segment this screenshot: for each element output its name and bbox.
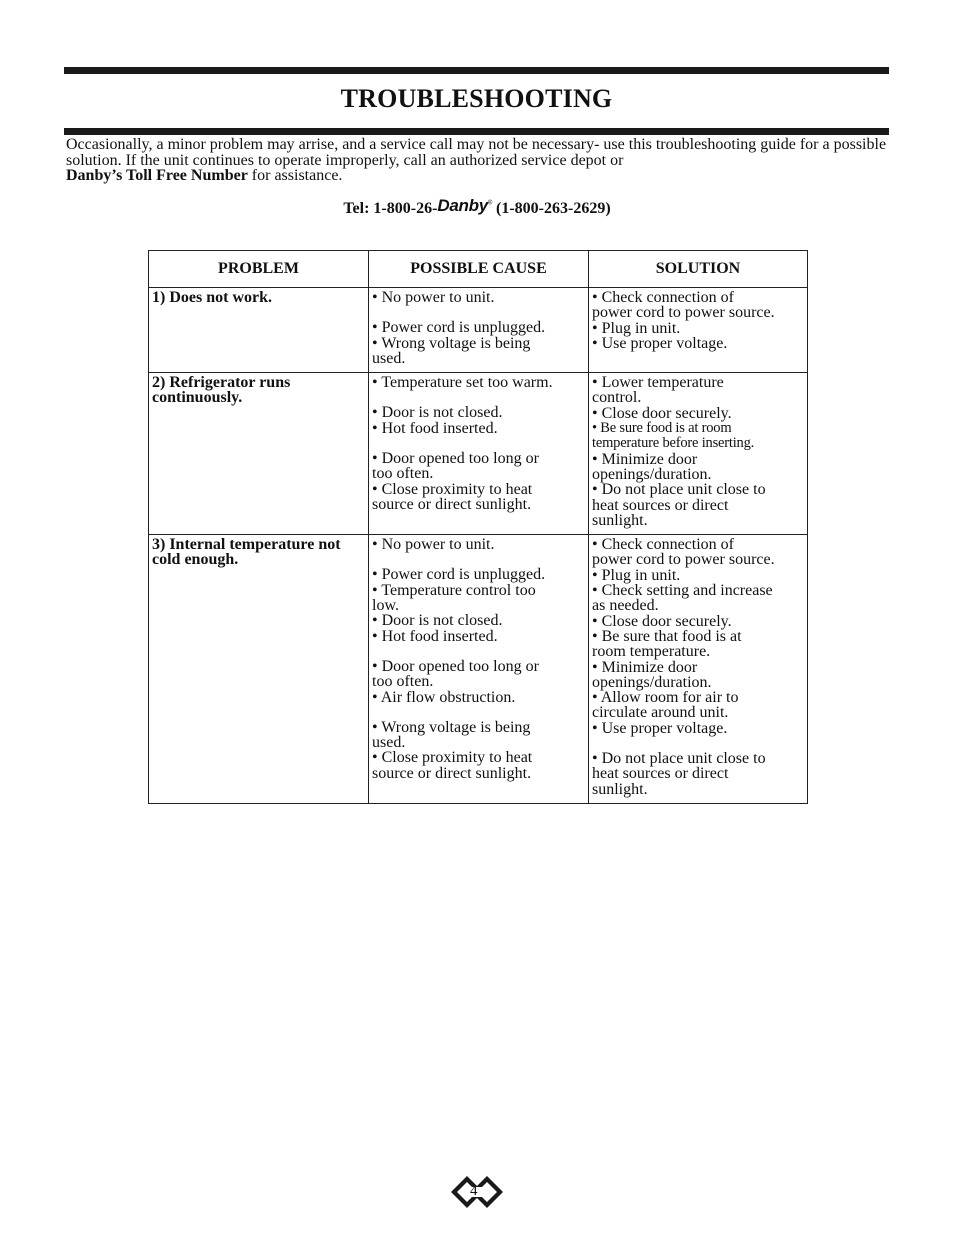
toll-free-label: Danby’s Toll Free Number xyxy=(66,167,248,184)
solution-cell xyxy=(589,535,808,804)
intro-text: Occasionally, a minor problem may arrise, and a service call may not be necessary- use this troubleshooting guide for a possible solution. If the unit continues to operate improperly, call an authorized service depot or xyxy=(66,136,887,169)
problem-cell: 1) Does not work. xyxy=(149,288,369,373)
cause-line: • Wrong voltage is being xyxy=(372,718,531,736)
solution-cell xyxy=(589,288,808,373)
problem-cell: 2) Refrigerator runs continuously. xyxy=(149,373,369,535)
tel-number-digits: (1-800-263-2629) xyxy=(492,200,611,217)
intro-tail: for assistance. xyxy=(247,167,343,184)
solution-line: • Check connection of xyxy=(592,289,734,306)
cause-line: • Temperature control too xyxy=(372,581,536,599)
solution-line: • Check setting and increase xyxy=(592,582,773,600)
solution-line: temperature before inserting. xyxy=(592,435,755,452)
page-number: 4 xyxy=(470,1183,478,1199)
cause-line: • Door opened too long or xyxy=(372,657,539,675)
spacer xyxy=(372,552,585,567)
danby-logo xyxy=(437,196,492,216)
solution-line: • Close door securely. xyxy=(592,404,732,422)
cause-line: • No power to unit. xyxy=(372,536,495,554)
solution-line: openings/duration. xyxy=(592,673,712,691)
cause-line: low. xyxy=(372,597,399,615)
registered-mark: ® xyxy=(487,200,492,207)
solution-line: • Be sure food is at room xyxy=(592,420,732,437)
cause-line: • Air flow obstruction. xyxy=(372,688,516,706)
solution-line: sunlight. xyxy=(592,511,648,529)
cause-line: • No power to unit. xyxy=(372,289,495,306)
top-rule xyxy=(64,67,889,74)
solution-line: heat sources or direct xyxy=(592,765,729,783)
cause-line: too often. xyxy=(372,465,434,483)
tel-prefix: Tel: 1-800-26- xyxy=(343,200,438,217)
solution-line: • Be sure that food is at xyxy=(592,627,742,645)
cause-line: used. xyxy=(372,349,406,367)
spacer xyxy=(372,436,585,451)
solution-line: sunlight. xyxy=(592,780,648,798)
solution-line: control. xyxy=(592,389,642,407)
table-header-row xyxy=(149,251,808,288)
solution-line: • Plug in unit. xyxy=(592,319,681,337)
cause-line: source or direct sunlight. xyxy=(372,495,532,513)
solution-line: circulate around unit. xyxy=(592,704,729,722)
cause-cell xyxy=(369,373,589,535)
spacer xyxy=(372,705,585,720)
spacer xyxy=(592,736,804,751)
table-row xyxy=(149,373,808,535)
cause-line: • Hot food inserted. xyxy=(372,627,498,645)
danby-logo-text: Danby xyxy=(437,196,488,215)
cause-line: • Close proximity to heat xyxy=(372,480,533,498)
cause-line: • Hot food inserted. xyxy=(372,419,498,437)
spacer xyxy=(372,644,585,659)
solution-line: • Check connection of xyxy=(592,536,734,554)
header-possible-cause: POSSIBLE CAUSE xyxy=(369,251,589,288)
solution-line: • Allow room for air to xyxy=(592,689,739,707)
solution-line: openings/duration. xyxy=(592,465,712,483)
solution-line: • Do not place unit close to xyxy=(592,750,766,768)
cause-line: used. xyxy=(372,734,406,752)
header-solution: SOLUTION xyxy=(589,251,808,288)
page-title: TROUBLESHOOTING xyxy=(340,84,613,113)
spacer xyxy=(372,305,585,320)
solution-cell xyxy=(589,373,808,535)
cause-line: • Wrong voltage is being xyxy=(372,334,531,352)
cause-line: too often. xyxy=(372,673,434,691)
solution-line: as needed. xyxy=(592,597,659,615)
solution-line: power cord to power source. xyxy=(592,551,775,569)
solution-line: power cord to power source. xyxy=(592,304,775,322)
cause-line: source or direct sunlight. xyxy=(372,764,532,782)
telephone-line xyxy=(0,198,954,218)
solution-line: • Close door securely. xyxy=(592,612,732,630)
troubleshooting-table xyxy=(148,250,808,804)
cause-line: • Close proximity to heat xyxy=(372,749,533,767)
cause-line: • Power cord is unplugged. xyxy=(372,319,546,337)
solution-line: • Plug in unit. xyxy=(592,566,681,584)
solution-line: • Do not place unit close to xyxy=(592,481,766,499)
cause-cell xyxy=(369,288,589,373)
problem-cell: 3) Internal temperature not cold enough. xyxy=(149,535,369,804)
spacer xyxy=(372,390,585,405)
table-row xyxy=(149,535,808,804)
cause-line: • Temperature set too warm. xyxy=(372,374,553,392)
solution-line: heat sources or direct xyxy=(592,496,729,514)
cause-line: • Power cord is unplugged. xyxy=(372,566,546,584)
solution-line: • Use proper voltage. xyxy=(592,719,728,737)
intro-paragraph xyxy=(66,137,891,184)
cause-cell xyxy=(369,535,589,804)
header-problem: PROBLEM xyxy=(149,251,369,288)
cause-line: • Door is not closed. xyxy=(372,404,503,422)
solution-line: • Use proper voltage. xyxy=(592,334,728,352)
title-underline-rule xyxy=(64,128,889,135)
solution-line: room temperature. xyxy=(592,643,711,661)
cause-line: • Door opened too long or xyxy=(372,450,539,468)
cause-line: • Door is not closed. xyxy=(372,612,503,630)
solution-line: • Lower temperature xyxy=(592,374,724,392)
solution-line: • Minimize door xyxy=(592,658,698,676)
solution-line: • Minimize door xyxy=(592,450,698,468)
table-row xyxy=(149,288,808,373)
